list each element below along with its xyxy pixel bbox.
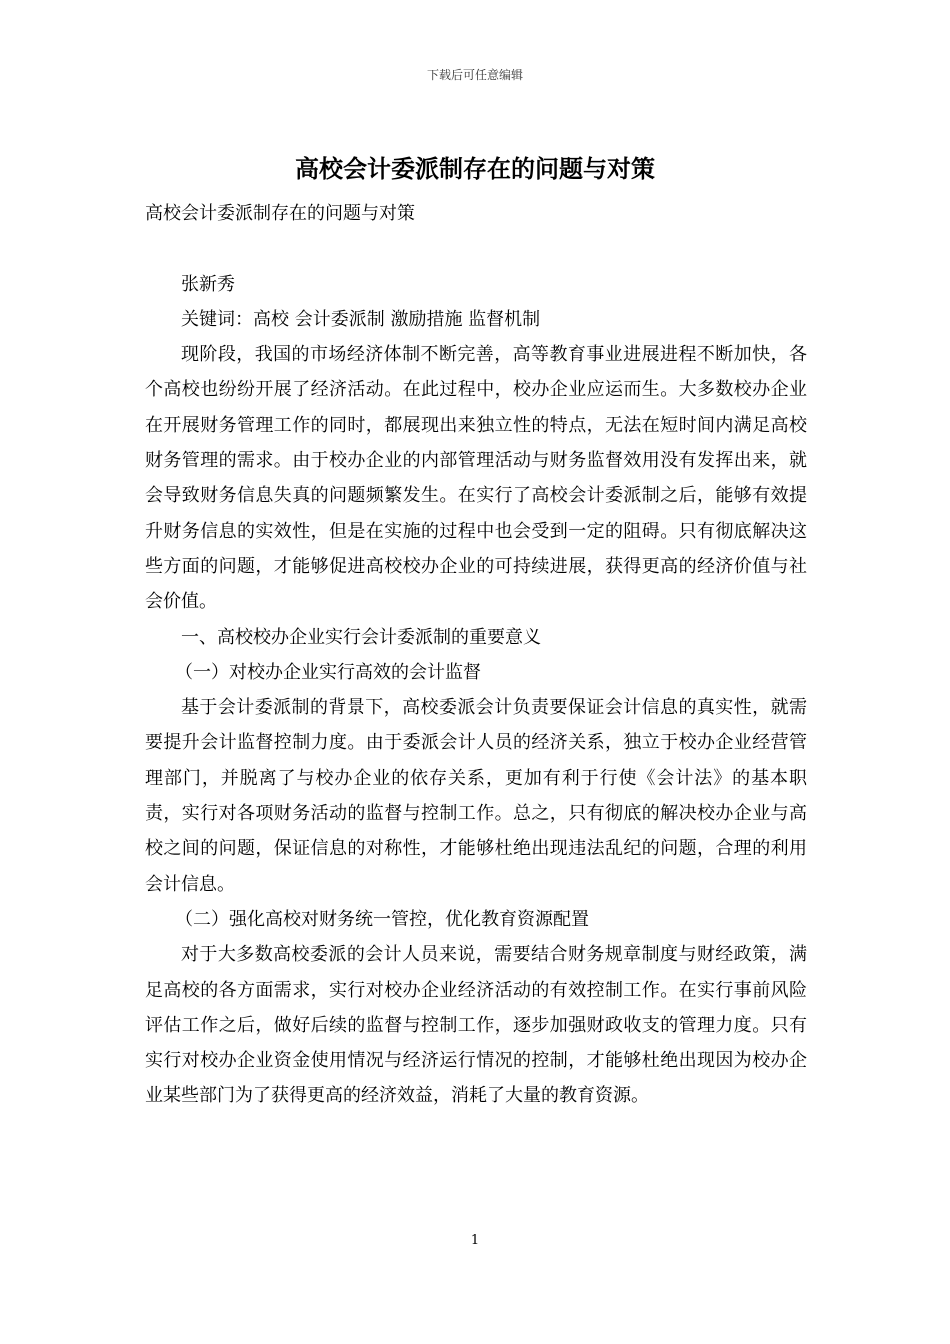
subsection-heading-2: （二）强化高校对财务统一管控，优化教育资源配置 <box>175 908 589 930</box>
intro-paragraph: 现阶段，我国的市场经济体制不断完善，高等教育事业进展进程不断加快，各个高校也纷纷开展了经济活动。在此过程中，校办企业应运而生。大多数校办企业在开展财务管理工作的同时，都展现出来独立性的特点，无法在短时间内满足高校财务管理的需求。由于校办企业的内部管理活动与财务监督效用没有发挥出来，就会导致财务信息失真的问题频繁发生。在实行了高校会计委派制之后，能够有效提升财务信息的实效性，但是在实施的过程中也会受到一定的阻碍。只有彻底解决这些方面的问题，才能够促进高校校办企业的可持续进展，获得更高的经济价值与社会价值。 <box>145 344 807 613</box>
subsection-paragraph-1: 基于会计委派制的背景下，高校委派会计负责要保证会计信息的真实性，就需要提升会计监督控制力度。由于委派会计人员的经济关系，独立于校办企业经营管理部门，并脱离了与校办企业的依存关系，更加有利于行使《会计法》的基本职责，实行对各项财务活动的监督与控制工作。总之，只有彻底的解决校办企业与高校之间的问题，保证信息的对称性，才能够杜绝出现违法乱纪的问题，合理的利用会计信息。 <box>145 697 807 895</box>
page-number: 1 <box>470 1233 480 1248</box>
blank-line <box>145 231 807 266</box>
subtitle-line: 高校会计委派制存在的问题与对策 <box>145 203 415 224</box>
header-note: 下载后可任意编辑 <box>426 68 523 82</box>
document-body <box>145 196 807 1114</box>
subsection-heading-1: （一）对校办企业实行高效的会计监督 <box>175 661 481 683</box>
author-line: 张新秀 <box>181 273 235 295</box>
subsection-paragraph-2: 对于大多数高校委派的会计人员来说，需要结合财务规章制度与财经政策，满足高校的各方面需求，实行对校办企业经济活动的有效控制工作。在实行事前风险评估工作之后，做好后续的监督与控制工作，逐步加强财政收支的管理力度。只有实行对校办企业资金使用情况与经济运行情况的控制，才能够杜绝出现因为校办企业某些部门为了获得更高的经济效益，消耗了大量的教育资源。 <box>145 944 807 1107</box>
document-title: 高校会计委派制存在的问题与对策 <box>295 154 655 183</box>
section-heading-1: 一、高校校办企业实行会计委派制的重要意义 <box>181 626 541 648</box>
keywords-line: 关键词：高校 会计委派制 激励措施 监督机制 <box>181 308 541 330</box>
